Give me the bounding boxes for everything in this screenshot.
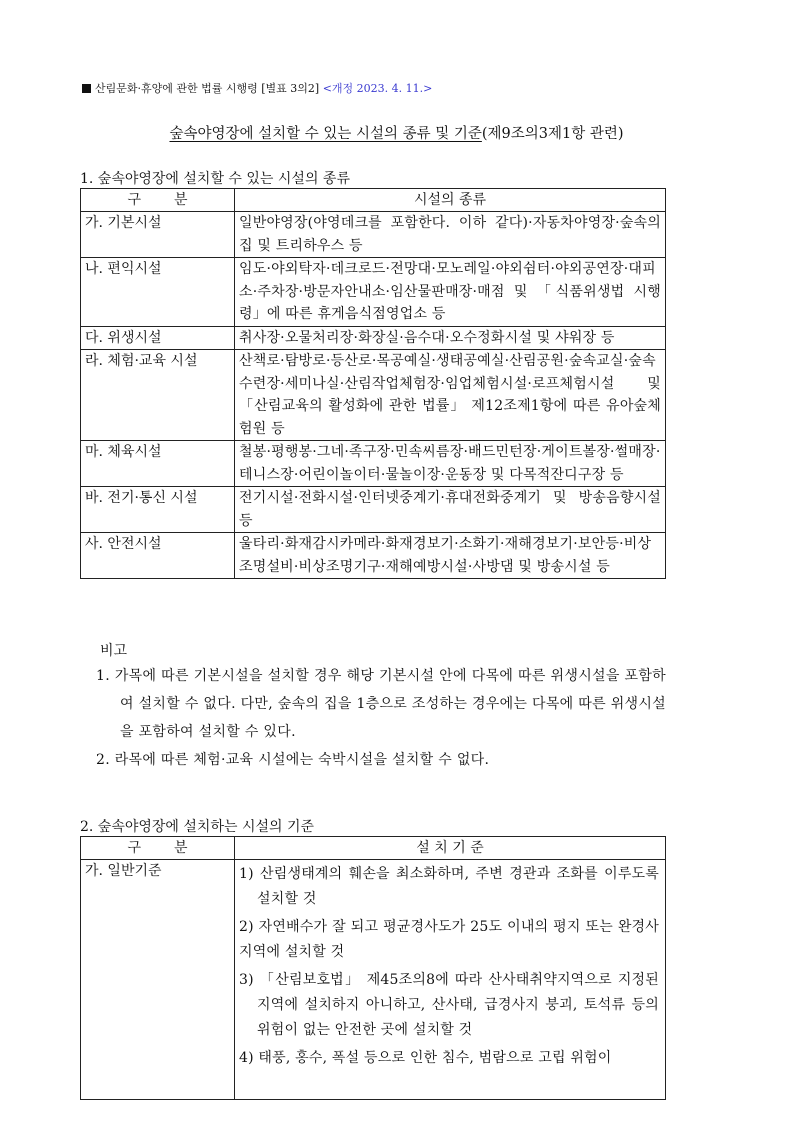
- description-cell: 전기시설·전화시설·인터넷중계기·휴대전화중계기 및 방송음향시설 등: [235, 487, 666, 533]
- criteria-item: 4) 태풍, 홍수, 폭설 등으로 인한 침수, 범람으로 고립 위험이: [239, 1050, 612, 1066]
- section2-heading: 2. 숲속야영장에 설치하는 시설의 기준: [80, 819, 315, 835]
- category-cell: 마. 체육시설: [81, 441, 235, 487]
- column-header-category: 구 분: [81, 189, 235, 212]
- table-row: [81, 533, 666, 579]
- criteria-item: 1) 산림생태계의 훼손을 최소화하며, 주변 경관과 조화를 이루도록 설치할 것: [239, 866, 659, 907]
- description-cell: 산책로·탐방로·등산로·목공예실·생태공예실·산림공원·숲속교실·숲속수련장·세미나실·산림작업체험장·임업체험시설·로프체험시설 및 「산림교육의 활성화에 관한 법률」 제12조제1항에 따른 유아숲체험원 등: [235, 350, 666, 441]
- table-row: [81, 212, 666, 258]
- page-title: [0, 122, 793, 143]
- table-row: [81, 860, 666, 1100]
- column-header-types: 시설의 종류: [235, 189, 666, 212]
- table-header-row: [81, 189, 666, 212]
- category-cell: 라. 체험·교육 시설: [81, 350, 235, 441]
- section1-heading: 1. 숲속야영장에 설치할 수 있는 시설의 종류: [80, 171, 350, 187]
- remark-item: 1. 가목에 따른 기본시설을 설치할 경우 해당 기본시설 안에 다목에 따른 위생시설을 포함하여 설치할 수 없다. 다만, 숲속의 집을 1층으로 조성하는 경우에는 다목에 따른 위생시설을 포함하여 설치할 수 있다.: [96, 668, 666, 740]
- page-title-suffix: (제9조의3제1항 관련): [481, 126, 624, 142]
- criteria-item: 3) 「산림보호법」 제45조의8에 따라 산사태취약지역으로 지정된 지역에 설치하지 아니하고, 산사태, 급경사지 붕괴, 토석류 등의 위험이 없는 안전한 곳에 설치할 것: [239, 972, 659, 1038]
- table-row: [81, 441, 666, 487]
- table-row: [81, 350, 666, 441]
- facility-types-table: [80, 188, 666, 579]
- category-cell: 사. 안전시설: [81, 533, 235, 579]
- description-cell: 울타리·화재감시카메라·화재경보기·소화기·재해경보기·보안등·비상조명설비·비상조명기구·재해예방시설·사방댐 및 방송시설 등: [235, 533, 666, 579]
- table-header-row: [81, 837, 666, 860]
- category-cell: 나. 편익시설: [81, 258, 235, 327]
- revision-date: <개정 2023. 4. 11.>: [322, 82, 433, 95]
- criteria-item: 2) 자연배수가 잘 되고 평균경사도가 25도 이내의 평지 또는 완경사 지역에 설치할 것: [239, 919, 659, 960]
- criteria-cell: [235, 860, 666, 1100]
- category-cell: 다. 위생시설: [81, 326, 235, 350]
- remarks-title: 비고: [100, 643, 128, 659]
- description-cell: 일반야영장(야영데크를 포함한다. 이하 같다)·자동차야영장·숲속의 집 및 트리하우스 등: [235, 212, 666, 258]
- table-row: [81, 326, 666, 350]
- description-cell: 취사장·오물처리장·화장실·음수대·오수정화시설 및 샤워장 등: [235, 326, 666, 350]
- law-reference-header: [82, 80, 432, 96]
- category-cell: 가. 기본시설: [81, 212, 235, 258]
- description-cell: 철봉·평행봉·그네·족구장·민속씨름장·배드민턴장·게이트볼장·썰매장·테니스장·어린이놀이터·물놀이장·운동장 및 다목적잔디구장 등: [235, 441, 666, 487]
- description-cell: 임도·야외탁자·데크로드·전망대·모노레일·야외쉼터·야외공연장·대피소·주차장·방문자안내소·임산물판매장·매점 및 「식품위생법 시행령」에 따른 휴게음식점영업소 등: [235, 258, 666, 327]
- law-reference: 산림문화·휴양에 관한 법률 시행령 [별표 3의2]: [95, 82, 320, 95]
- page-title-main: 숲속야영장에 설치할 수 있는 시설의 종류 및 기준: [169, 126, 482, 142]
- table-row: [81, 258, 666, 327]
- facility-criteria-table: [80, 836, 666, 1100]
- column-header-criteria: 설 치 기 준: [235, 837, 666, 860]
- square-bullet-icon: [82, 84, 91, 93]
- category-cell: 바. 전기·통신 시설: [81, 487, 235, 533]
- table-row: [81, 487, 666, 533]
- column-header-category: 구 분: [81, 837, 235, 860]
- category-cell: 가. 일반기준: [81, 860, 235, 1100]
- remark-item: 2. 라목에 따른 체험·교육 시설에는 숙박시설을 설치할 수 없다.: [96, 752, 490, 768]
- remarks-block: [96, 640, 666, 774]
